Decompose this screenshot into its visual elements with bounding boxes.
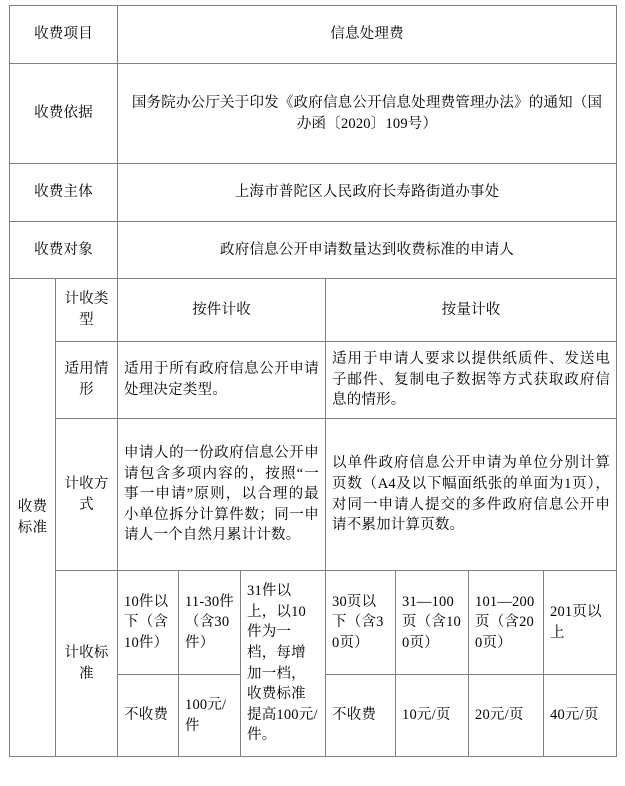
table-row-charge-type bbox=[10, 279, 617, 342]
row-label-item: 收费项目 bbox=[10, 6, 118, 64]
tier-range-volume-3: 101—200页（含200页） bbox=[469, 571, 544, 675]
tier-price-volume-3: 20元/页 bbox=[469, 675, 544, 757]
table-row-subject bbox=[10, 164, 617, 222]
table-row-object bbox=[10, 222, 617, 279]
row-value-basis: 国务院办公厅关于印发《政府信息公开信息处理费管理办法》的通知（国办函〔2020〕109号） bbox=[118, 64, 617, 164]
tier-range-item-3: 31件以上，以10件为一档，每增加一档，收费标准提高100元/件。 bbox=[241, 571, 326, 757]
charge-type-by-volume: 按量计收 bbox=[326, 279, 617, 342]
charge-method-by-volume: 以单件政府信息公开申请为单位分别计算页数（A4及以下幅面纸张的单面为1页），对同一申请人提交的多件政府信息公开申请不累加计算页数。 bbox=[326, 419, 617, 571]
tier-range-volume-4: 201页以上 bbox=[544, 571, 617, 675]
row-label-basis: 收费依据 bbox=[10, 64, 118, 164]
tier-price-item-1: 不收费 bbox=[118, 675, 179, 757]
table-row-rate-tiers bbox=[10, 571, 617, 675]
row-label-subject: 收费主体 bbox=[10, 164, 118, 222]
applicable-case-by-item: 适用于所有政府信息公开申请处理决定类型。 bbox=[118, 342, 326, 419]
table-row-charge-method bbox=[10, 419, 617, 571]
table-row-applicable-case bbox=[10, 342, 617, 419]
applicable-case-by-volume: 适用于申请人要求以提供纸质件、发送电子邮件、复制电子数据等方式获取政府信息的情形。 bbox=[326, 342, 617, 419]
table-row-basis bbox=[10, 64, 617, 164]
tier-range-item-2: 11-30件（含30件） bbox=[179, 571, 241, 675]
tier-range-volume-1: 30页以下（含30页） bbox=[326, 571, 396, 675]
tier-range-item-1: 10件以下（含10件） bbox=[118, 571, 179, 675]
tier-range-volume-2: 31—100页（含100页） bbox=[396, 571, 469, 675]
row-value-item: 信息处理费 bbox=[118, 6, 617, 64]
section-label-fee-standard: 收费标准 bbox=[10, 279, 56, 757]
tier-price-item-2: 100元/件 bbox=[179, 675, 241, 757]
row-label-object: 收费对象 bbox=[10, 222, 118, 279]
tier-price-volume-1: 不收费 bbox=[326, 675, 396, 757]
tier-price-volume-4: 40元/页 bbox=[544, 675, 617, 757]
row-value-subject: 上海市普陀区人民政府长寿路街道办事处 bbox=[118, 164, 617, 222]
row-value-object: 政府信息公开申请数量达到收费标准的申请人 bbox=[118, 222, 617, 279]
row-label-rate-standard: 计收标准 bbox=[56, 571, 118, 757]
row-label-charge-type: 计收类型 bbox=[56, 279, 118, 342]
tier-price-volume-2: 10元/页 bbox=[396, 675, 469, 757]
row-label-applicable-case: 适用情形 bbox=[56, 342, 118, 419]
fee-standard-table bbox=[9, 5, 617, 757]
charge-type-by-item: 按件计收 bbox=[118, 279, 326, 342]
table-row-item bbox=[10, 6, 617, 64]
charge-method-by-item: 申请人的一份政府信息公开申请包含多项内容的，按照“一事一申请”原则，以合理的最小单位拆分计算件数；同一申请人一个自然月累计计数。 bbox=[118, 419, 326, 571]
row-label-charge-method: 计收方式 bbox=[56, 419, 118, 571]
